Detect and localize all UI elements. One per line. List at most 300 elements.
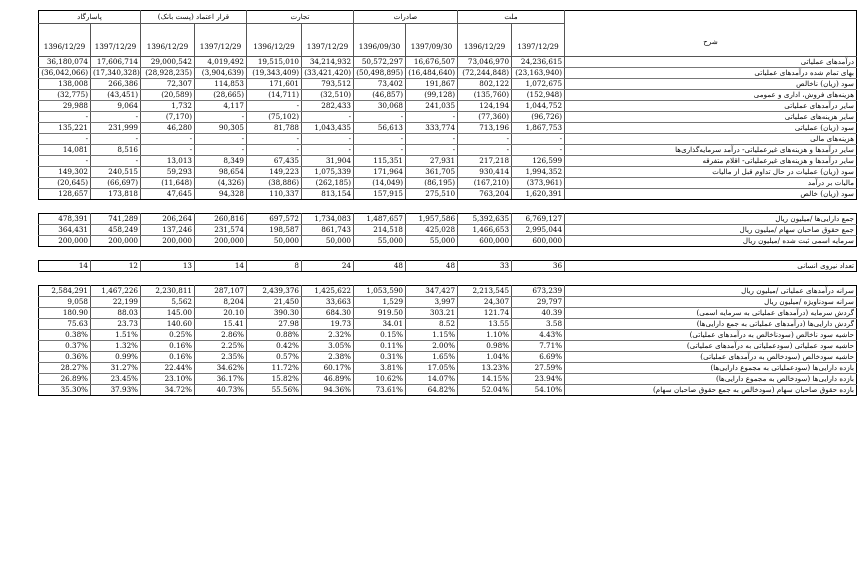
value-cell: 200,000 <box>39 236 91 247</box>
value-cell: 1.10% <box>458 330 512 341</box>
value-cell: 90,305 <box>195 123 247 134</box>
value-cell: (28,665) <box>195 90 247 101</box>
value-cell: 2.86% <box>195 330 247 341</box>
section-gap <box>39 272 857 286</box>
value-cell: 157,915 <box>354 189 406 200</box>
table-row <box>39 319 857 330</box>
table-row <box>39 214 857 225</box>
value-cell: 6,769,127 <box>512 214 565 225</box>
value-cell: 21,450 <box>247 297 302 308</box>
value-cell: 31.27% <box>91 363 141 374</box>
value-cell: 0.38% <box>39 330 91 341</box>
value-cell: 23.45% <box>91 374 141 385</box>
value-cell: 24,307 <box>458 297 512 308</box>
value-cell: - <box>247 145 302 156</box>
value-cell: 23.73 <box>91 319 141 330</box>
value-cell: 40.73% <box>195 385 247 396</box>
value-cell: (373,961) <box>512 178 565 189</box>
value-cell: 137,246 <box>141 225 195 236</box>
value-cell: 13 <box>141 261 195 272</box>
value-cell: (46,857) <box>354 90 406 101</box>
value-cell: - <box>39 156 91 167</box>
value-cell: 73,046,970 <box>458 57 512 68</box>
value-cell: 260,816 <box>195 214 247 225</box>
value-cell: 2,213,545 <box>458 286 512 297</box>
value-cell: 24,236,615 <box>512 57 565 68</box>
value-cell: 8 <box>247 261 302 272</box>
value-cell: (3,904,639) <box>195 68 247 79</box>
value-cell: 15.41 <box>195 319 247 330</box>
value-cell: (16,484,640) <box>406 68 458 79</box>
value-cell: 55.56% <box>247 385 302 396</box>
value-cell: 47,645 <box>141 189 195 200</box>
value-cell: - <box>354 112 406 123</box>
value-cell: 35.30% <box>39 385 91 396</box>
value-cell: (38,886) <box>247 178 302 189</box>
row-label: تعداد نیروی انسانی <box>565 261 857 272</box>
value-cell: - <box>91 112 141 123</box>
value-cell: 673,239 <box>512 286 565 297</box>
value-cell: 1,732 <box>141 101 195 112</box>
value-cell: 29,988 <box>39 101 91 112</box>
header-date: 1397/12/29 <box>302 24 354 57</box>
value-cell: (50,498,895) <box>354 68 406 79</box>
value-cell: 46,280 <box>141 123 195 134</box>
value-cell: 37.93% <box>91 385 141 396</box>
value-cell: 0.11% <box>354 341 406 352</box>
value-cell: 149,223 <box>247 167 302 178</box>
row-label: سود (زیان) خالص <box>565 189 857 200</box>
value-cell: 16,676,507 <box>406 57 458 68</box>
value-cell: 110,337 <box>247 189 302 200</box>
table-row <box>39 123 857 134</box>
header-date: 1397/12/29 <box>195 24 247 57</box>
value-cell: 240,515 <box>91 167 141 178</box>
value-cell: 72,307 <box>141 79 195 90</box>
value-cell: 36.17% <box>195 374 247 385</box>
value-cell: 1,072,675 <box>512 79 565 90</box>
value-cell: 0.16% <box>141 352 195 363</box>
value-cell: 15.82% <box>247 374 302 385</box>
value-cell: (33,421,420) <box>302 68 354 79</box>
value-cell: 241,035 <box>406 101 458 112</box>
row-label: سرانه سودناویژه /میلیون ریال <box>565 297 857 308</box>
value-cell: 48 <box>354 261 406 272</box>
value-cell: 600,000 <box>458 236 512 247</box>
value-cell: 2.00% <box>406 341 458 352</box>
table-row <box>39 145 857 156</box>
header-date: 1397/12/29 <box>512 24 565 57</box>
value-cell: 217,218 <box>458 156 512 167</box>
value-cell: 763,204 <box>458 189 512 200</box>
row-label: بهای تمام شده درآمدهای عملیاتی <box>565 68 857 79</box>
value-cell: 50,000 <box>247 236 302 247</box>
value-cell: 145.00 <box>141 308 195 319</box>
value-cell: 930,414 <box>458 167 512 178</box>
row-label: سرانه درآمدهای عملیاتی /میلیون ریال <box>565 286 857 297</box>
value-cell: 1,994,352 <box>512 167 565 178</box>
value-cell: 34,214,932 <box>302 57 354 68</box>
value-cell: - <box>247 101 302 112</box>
header-group-2: تجارت <box>247 11 354 24</box>
value-cell: 36,180,074 <box>39 57 91 68</box>
row-label: حاشیه سودخالص (سودخالص به درآمدهای عملیاتی) <box>565 352 857 363</box>
value-cell: 6.69% <box>512 352 565 363</box>
value-cell: 303.21 <box>406 308 458 319</box>
value-cell: 11.72% <box>247 363 302 374</box>
value-cell: 17.05% <box>406 363 458 374</box>
value-cell: 27.59% <box>512 363 565 374</box>
row-label: گردش سرمایه (درآمدهای عملیاتی به سرمایه اسمی) <box>565 308 857 319</box>
value-cell: (72,244,848) <box>458 68 512 79</box>
header-group-3: قرار اعتماد (پست بانک) <box>141 11 247 24</box>
value-cell: 73.61% <box>354 385 406 396</box>
table-row <box>39 167 857 178</box>
row-label: مالیات بر درآمد <box>565 178 857 189</box>
value-cell: 124,194 <box>458 101 512 112</box>
value-cell: (43,451) <box>91 90 141 101</box>
value-cell: 138,008 <box>39 79 91 90</box>
value-cell: (11,648) <box>141 178 195 189</box>
value-cell: 1,487,657 <box>354 214 406 225</box>
row-label: درآمدهای عملیاتی <box>565 57 857 68</box>
header-date: 1396/12/29 <box>141 24 195 57</box>
value-cell: - <box>354 134 406 145</box>
value-cell: 94,328 <box>195 189 247 200</box>
header-groups-row <box>39 11 857 24</box>
value-cell: 0.98% <box>458 341 512 352</box>
value-cell: (262,185) <box>302 178 354 189</box>
table-row <box>39 352 857 363</box>
value-cell: 22,199 <box>91 297 141 308</box>
value-cell: 684.30 <box>302 308 354 319</box>
value-cell: 231,574 <box>195 225 247 236</box>
value-cell: - <box>512 145 565 156</box>
value-cell: 0.15% <box>354 330 406 341</box>
table-row <box>39 156 857 167</box>
value-cell: - <box>354 145 406 156</box>
value-cell: 1,957,586 <box>406 214 458 225</box>
value-cell: 458,249 <box>91 225 141 236</box>
value-cell: 67,435 <box>247 156 302 167</box>
value-cell: 81,788 <box>247 123 302 134</box>
row-label: سایر درآمدها و هزینه‌های غیرعملیاتی- درآمد سرمایه‌گذاری‌ها <box>565 145 857 156</box>
value-cell: - <box>247 134 302 145</box>
table-row <box>39 57 857 68</box>
comparison-table <box>38 10 857 396</box>
value-cell: 55,000 <box>406 236 458 247</box>
value-cell: (32,775) <box>39 90 91 101</box>
value-cell: - <box>39 112 91 123</box>
row-label: جمع دارایی‌ها /میلیون ریال <box>565 214 857 225</box>
value-cell: (152,948) <box>512 90 565 101</box>
value-cell: (66,697) <box>91 178 141 189</box>
value-cell: 206,264 <box>141 214 195 225</box>
value-cell: 23.10% <box>141 374 195 385</box>
value-cell: 1,466,653 <box>458 225 512 236</box>
value-cell: 60.17% <box>302 363 354 374</box>
value-cell: 697,572 <box>247 214 302 225</box>
value-cell: 600,000 <box>512 236 565 247</box>
value-cell: 8,349 <box>195 156 247 167</box>
value-cell: 14 <box>39 261 91 272</box>
value-cell: 46.89% <box>302 374 354 385</box>
value-cell: 98,654 <box>195 167 247 178</box>
value-cell: - <box>141 145 195 156</box>
section-gap <box>39 247 857 261</box>
value-cell: 19,515,010 <box>247 57 302 68</box>
value-cell: 0.42% <box>247 341 302 352</box>
value-cell: 813,154 <box>302 189 354 200</box>
row-label: بازده حقوق صاحبان سهام (سودخالص به جمع حقوق صاحبان سهام) <box>565 385 857 396</box>
value-cell: 919.50 <box>354 308 406 319</box>
row-label: حاشیه سود ناخالص (سودناخالص به درآمدهای عملیاتی) <box>565 330 857 341</box>
value-cell: (135,760) <box>458 90 512 101</box>
value-cell: 171,601 <box>247 79 302 90</box>
value-cell: 13,013 <box>141 156 195 167</box>
value-cell: (75,102) <box>247 112 302 123</box>
table-row <box>39 134 857 145</box>
value-cell: 3.05% <box>302 341 354 352</box>
value-cell: 33,663 <box>302 297 354 308</box>
row-label: سایر هزینه‌های عملیاتی <box>565 112 857 123</box>
value-cell: 1.04% <box>458 352 512 363</box>
value-cell: 1.51% <box>91 330 141 341</box>
row-label: هزینه‌های مالی <box>565 134 857 145</box>
value-cell: - <box>406 134 458 145</box>
value-cell: 88.03 <box>91 308 141 319</box>
value-cell: 34.01 <box>354 319 406 330</box>
value-cell: (20,589) <box>141 90 195 101</box>
value-cell: 802,122 <box>458 79 512 90</box>
value-cell: 59,293 <box>141 167 195 178</box>
row-label: گردش دارایی‌ها (درآمدهای عملیاتی به جمع دارایی‌ها) <box>565 319 857 330</box>
value-cell: (14,711) <box>247 90 302 101</box>
value-cell: (96,726) <box>512 112 565 123</box>
value-cell: 50,572,297 <box>354 57 406 68</box>
value-cell: 713,196 <box>458 123 512 134</box>
value-cell: 1,043,435 <box>302 123 354 134</box>
value-cell: 140.60 <box>141 319 195 330</box>
value-cell: 2.32% <box>302 330 354 341</box>
value-cell: 36 <box>512 261 565 272</box>
value-cell: 13.55 <box>458 319 512 330</box>
value-cell: 214,518 <box>354 225 406 236</box>
value-cell: 40.39 <box>512 308 565 319</box>
value-cell: - <box>302 112 354 123</box>
value-cell: 28.27% <box>39 363 91 374</box>
row-label: حاشیه سود عملیاتی (سودعملیاتی به درآمدهای عملیاتی) <box>565 341 857 352</box>
header-group-1: صادرات <box>354 11 458 24</box>
table-row <box>39 101 857 112</box>
table-row <box>39 68 857 79</box>
value-cell: 0.88% <box>247 330 302 341</box>
section-gap <box>39 200 857 214</box>
value-cell: 2.38% <box>302 352 354 363</box>
row-label: بازده دارایی‌ها (سودخالص به مجموع دارایی‌ها) <box>565 374 857 385</box>
value-cell: 8,204 <box>195 297 247 308</box>
financial-comparison-sheet <box>38 10 855 396</box>
table-row <box>39 90 857 101</box>
value-cell: 8.52 <box>406 319 458 330</box>
value-cell: 793,512 <box>302 79 354 90</box>
value-cell: 9,058 <box>39 297 91 308</box>
value-cell: 29,000,542 <box>141 57 195 68</box>
value-cell: 5,392,635 <box>458 214 512 225</box>
value-cell: 64.82% <box>406 385 458 396</box>
value-cell: - <box>458 145 512 156</box>
value-cell: 173,818 <box>91 189 141 200</box>
value-cell: 27.98 <box>247 319 302 330</box>
value-cell: (20,645) <box>39 178 91 189</box>
value-cell: - <box>512 134 565 145</box>
header-date: 1396/12/29 <box>39 24 91 57</box>
value-cell: 4.43% <box>512 330 565 341</box>
value-cell: (77,360) <box>458 112 512 123</box>
value-cell: 2,230,811 <box>141 286 195 297</box>
row-label: بازده دارایی‌ها (سودعملیاتی به مجموع دارایی‌ها) <box>565 363 857 374</box>
value-cell: 1.15% <box>406 330 458 341</box>
row-label: سایر درآمدهای عملیاتی <box>565 101 857 112</box>
value-cell: 75.63 <box>39 319 91 330</box>
header-date: 1396/12/29 <box>458 24 512 57</box>
value-cell: 29,797 <box>512 297 565 308</box>
value-cell: 56,613 <box>354 123 406 134</box>
header-date: 1397/09/30 <box>406 24 458 57</box>
value-cell: 135,221 <box>39 123 91 134</box>
value-cell: 0.37% <box>39 341 91 352</box>
value-cell: (36,042,066) <box>39 68 91 79</box>
value-cell: 121.74 <box>458 308 512 319</box>
value-cell: 266,386 <box>91 79 141 90</box>
row-label: سرمایه اسمی ثبت شده /میلیون ریال <box>565 236 857 247</box>
value-cell: 26.89% <box>39 374 91 385</box>
value-cell: 14.07% <box>406 374 458 385</box>
value-cell: 861,743 <box>302 225 354 236</box>
table-row <box>39 363 857 374</box>
value-cell: 2.35% <box>195 352 247 363</box>
row-label: سود (زیان) عملیات در حال تداوم قبل از مالیات <box>565 167 857 178</box>
value-cell: 94.36% <box>302 385 354 396</box>
table-row <box>39 341 857 352</box>
header-date: 1396/09/30 <box>354 24 406 57</box>
value-cell: 31,904 <box>302 156 354 167</box>
value-cell: 275,510 <box>406 189 458 200</box>
value-cell: 4,019,492 <box>195 57 247 68</box>
table-row <box>39 236 857 247</box>
value-cell: 1,075,339 <box>302 167 354 178</box>
value-cell: 191,867 <box>406 79 458 90</box>
value-cell: 282,433 <box>302 101 354 112</box>
value-cell: 20.10 <box>195 308 247 319</box>
value-cell: 1,867,753 <box>512 123 565 134</box>
value-cell: 3.81% <box>354 363 406 374</box>
value-cell: 180.90 <box>39 308 91 319</box>
table-row <box>39 178 857 189</box>
value-cell: 231,999 <box>91 123 141 134</box>
value-cell: 0.25% <box>141 330 195 341</box>
value-cell: 0.57% <box>247 352 302 363</box>
table-row <box>39 374 857 385</box>
value-cell: 1.32% <box>91 341 141 352</box>
value-cell: 390.30 <box>247 308 302 319</box>
table-row <box>39 286 857 297</box>
value-cell: (17,340,328) <box>91 68 141 79</box>
table-row <box>39 330 857 341</box>
value-cell: - <box>91 156 141 167</box>
value-cell: 1,467,226 <box>91 286 141 297</box>
value-cell: 14 <box>195 261 247 272</box>
value-cell: 114,853 <box>195 79 247 90</box>
value-cell: 54.10% <box>512 385 565 396</box>
value-cell: 14.15% <box>458 374 512 385</box>
value-cell: 73,402 <box>354 79 406 90</box>
value-cell: - <box>195 134 247 145</box>
value-cell: - <box>195 112 247 123</box>
value-cell: 364,431 <box>39 225 91 236</box>
header-label: شرح <box>565 11 857 57</box>
gap-cell <box>39 272 857 286</box>
value-cell: 2.25% <box>195 341 247 352</box>
value-cell: 55,000 <box>354 236 406 247</box>
value-cell: 34.62% <box>195 363 247 374</box>
table-row <box>39 297 857 308</box>
value-cell: 198,587 <box>247 225 302 236</box>
row-label: سود (زیان) ناخالص <box>565 79 857 90</box>
value-cell: (14,049) <box>354 178 406 189</box>
value-cell: 126,599 <box>512 156 565 167</box>
value-cell: 149,302 <box>39 167 91 178</box>
header-group-4: پاسارگاد <box>39 11 141 24</box>
value-cell: 24 <box>302 261 354 272</box>
value-cell: 478,391 <box>39 214 91 225</box>
value-cell: 48 <box>406 261 458 272</box>
table-row <box>39 79 857 90</box>
value-cell: 23.94% <box>512 374 565 385</box>
value-cell: 33 <box>458 261 512 272</box>
value-cell: 4,117 <box>195 101 247 112</box>
value-cell: 0.36% <box>39 352 91 363</box>
value-cell: (4,326) <box>195 178 247 189</box>
value-cell: 3,997 <box>406 297 458 308</box>
value-cell: 13.23% <box>458 363 512 374</box>
value-cell: 1,620,391 <box>512 189 565 200</box>
value-cell: - <box>195 145 247 156</box>
value-cell: 347,427 <box>406 286 458 297</box>
value-cell: 27,931 <box>406 156 458 167</box>
row-label: هزینه‌های فروش، اداری و عمومی <box>565 90 857 101</box>
value-cell: 171,964 <box>354 167 406 178</box>
value-cell: 30,068 <box>354 101 406 112</box>
value-cell: - <box>406 145 458 156</box>
value-cell: (86,195) <box>406 178 458 189</box>
value-cell: 9,064 <box>91 101 141 112</box>
row-label: سایر درآمدها و هزینه‌های غیرعملیاتی- اقلام متفرقه <box>565 156 857 167</box>
value-cell: - <box>302 134 354 145</box>
value-cell: 1,053,590 <box>354 286 406 297</box>
value-cell: 10.62% <box>354 374 406 385</box>
value-cell: (28,928,235) <box>141 68 195 79</box>
value-cell: 8,516 <box>91 145 141 156</box>
value-cell: 2,995,044 <box>512 225 565 236</box>
table-row <box>39 385 857 396</box>
value-cell: - <box>141 134 195 145</box>
value-cell: - <box>302 145 354 156</box>
value-cell: 333,774 <box>406 123 458 134</box>
value-cell: (167,210) <box>458 178 512 189</box>
value-cell: (7,170) <box>141 112 195 123</box>
table-row <box>39 261 857 272</box>
